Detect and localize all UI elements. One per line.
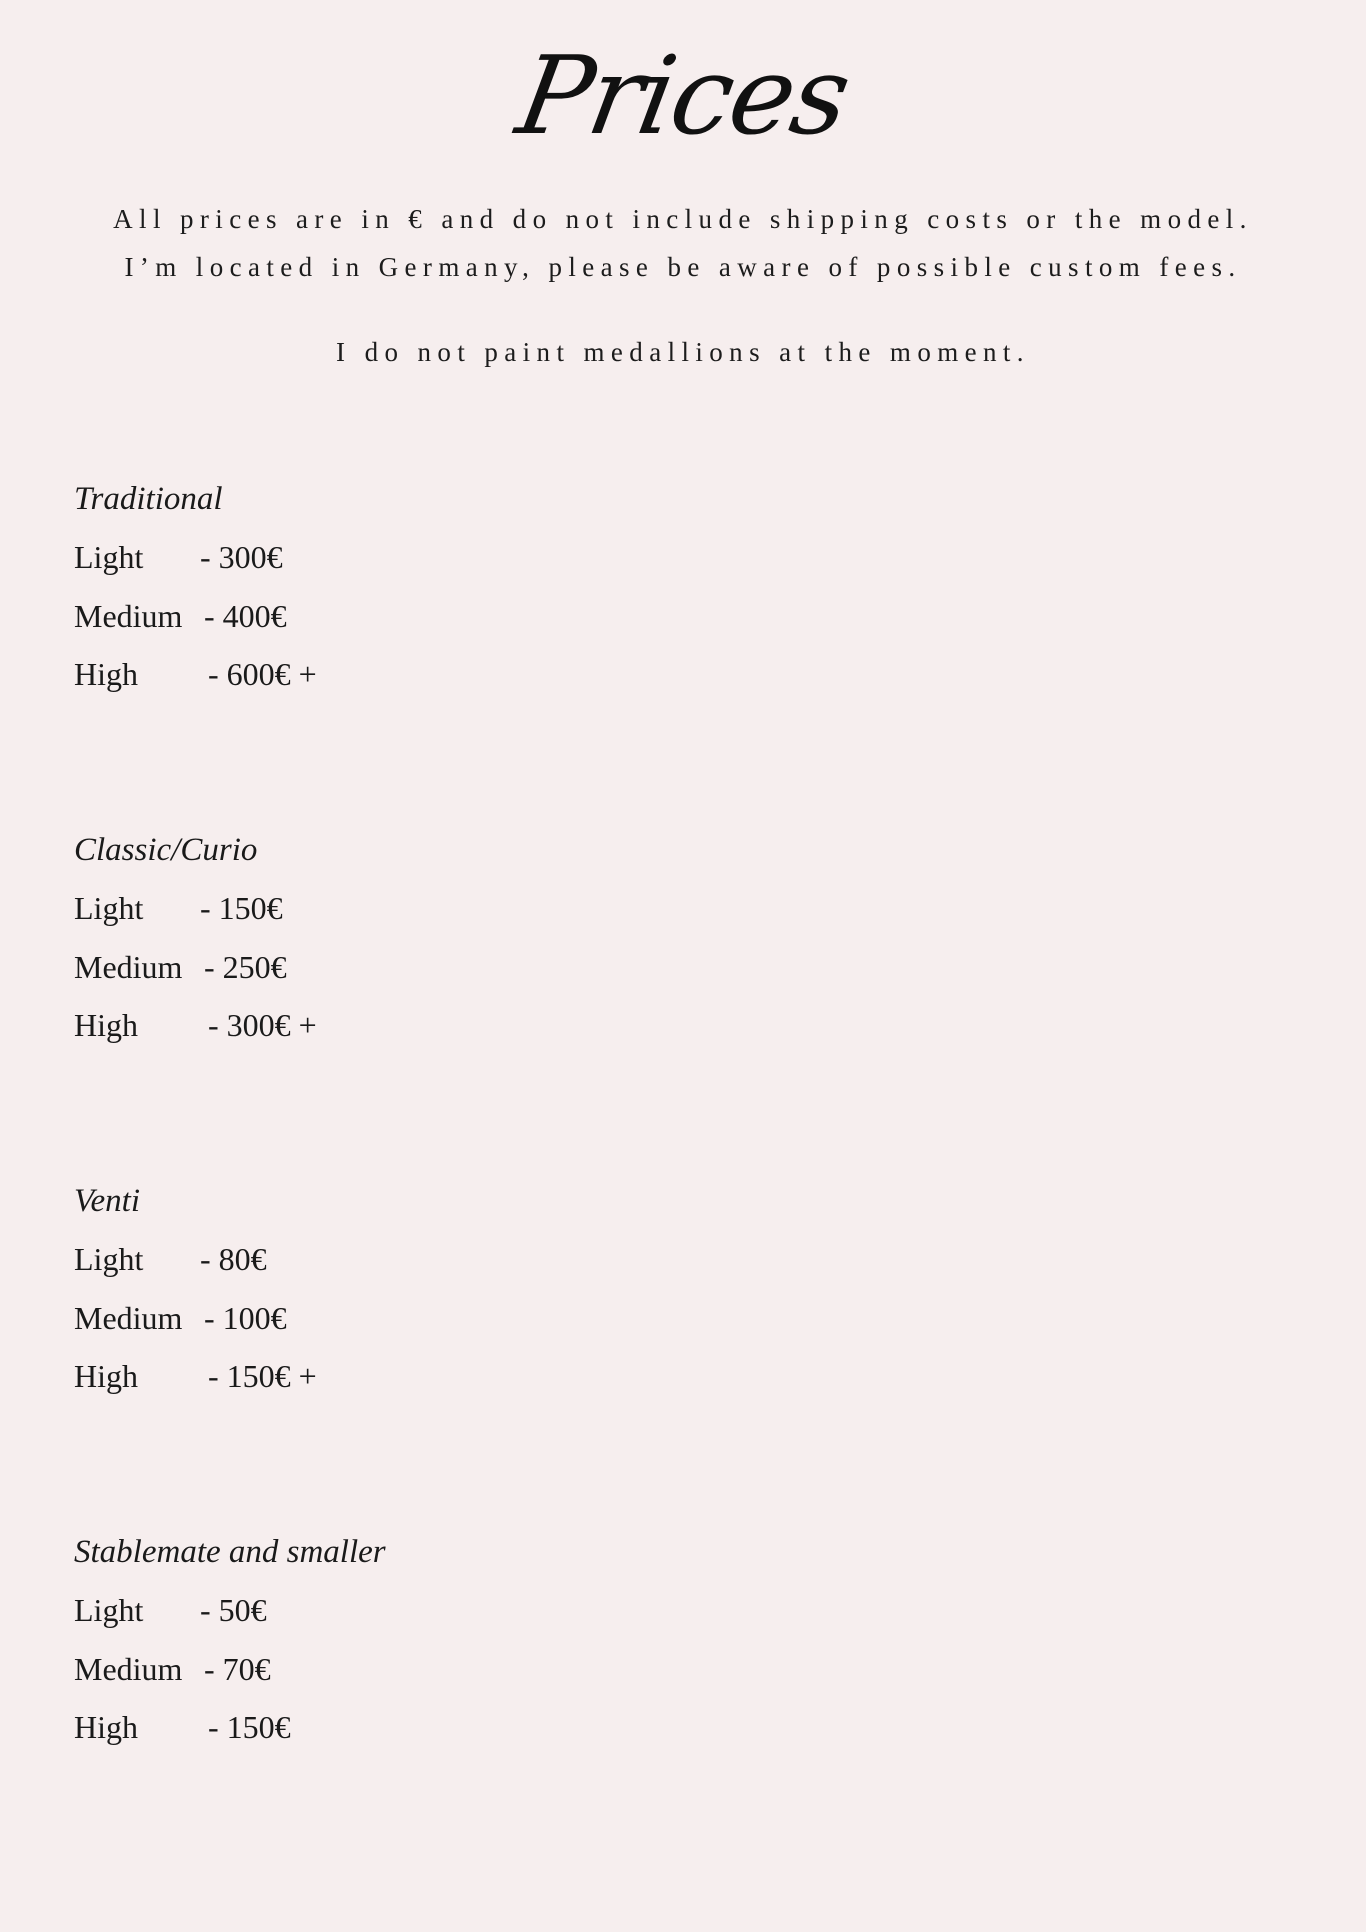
notice-shipping: All prices are in € and do not include shipping costs or the model. [113,204,1253,234]
tier-row [74,1230,874,1289]
tier-label: Light [74,890,144,926]
tier-label: High [74,1358,138,1394]
tier-price: - 80€ [200,1241,267,1277]
tier-row [74,1640,874,1699]
tier-price: - 70€ [204,1650,271,1687]
tier-label: Medium [74,597,183,634]
tier-price: - 150€ [208,1709,291,1745]
tier-row [74,1289,874,1348]
tier-label: Light [74,1241,144,1277]
tier-label: High [74,656,138,692]
tier-row [74,587,874,646]
tier-price: - 600€ + [208,656,317,692]
section-classic-curio [74,821,874,1172]
tier-label: Light [74,539,144,575]
section-title: Traditional [74,481,223,517]
section-title: Classic/Curio [74,832,258,868]
tier-price: - 150€ + [208,1358,317,1394]
section-stablemate [74,1523,874,1874]
notice-location: I’m located in Germany, please be aware of possible custom fees. [124,252,1242,282]
section-traditional [74,470,874,821]
tier-row [74,1698,874,1757]
price-sections [74,470,874,1874]
section-title: Venti [74,1183,140,1219]
tier-label: Medium [74,1299,183,1336]
tier-row [74,645,874,704]
section-venti [74,1172,874,1523]
tier-price: - 150€ [200,890,283,926]
tier-price: - 400€ [204,597,287,634]
tier-row [74,938,874,997]
tier-label: Medium [74,948,183,985]
tier-label: Medium [74,1650,183,1687]
section-title: Stablemate and smaller [74,1534,386,1570]
tier-label: Light [74,1592,144,1628]
tier-row [74,879,874,938]
tier-price: - 100€ [204,1299,287,1336]
notice-medallions: I do not paint medallions at the moment. [336,337,1030,367]
tier-row [74,1347,874,1406]
tier-label: High [74,1007,138,1043]
tier-price: - 300€ + [208,1007,317,1043]
tier-row [74,996,874,1055]
tier-label: High [74,1709,138,1745]
tier-price: - 50€ [200,1592,267,1628]
tier-row [74,528,874,587]
tier-price: - 300€ [200,539,283,575]
tier-price: - 250€ [204,948,287,985]
tier-row [74,1581,874,1640]
page-title: Prices [508,34,858,159]
